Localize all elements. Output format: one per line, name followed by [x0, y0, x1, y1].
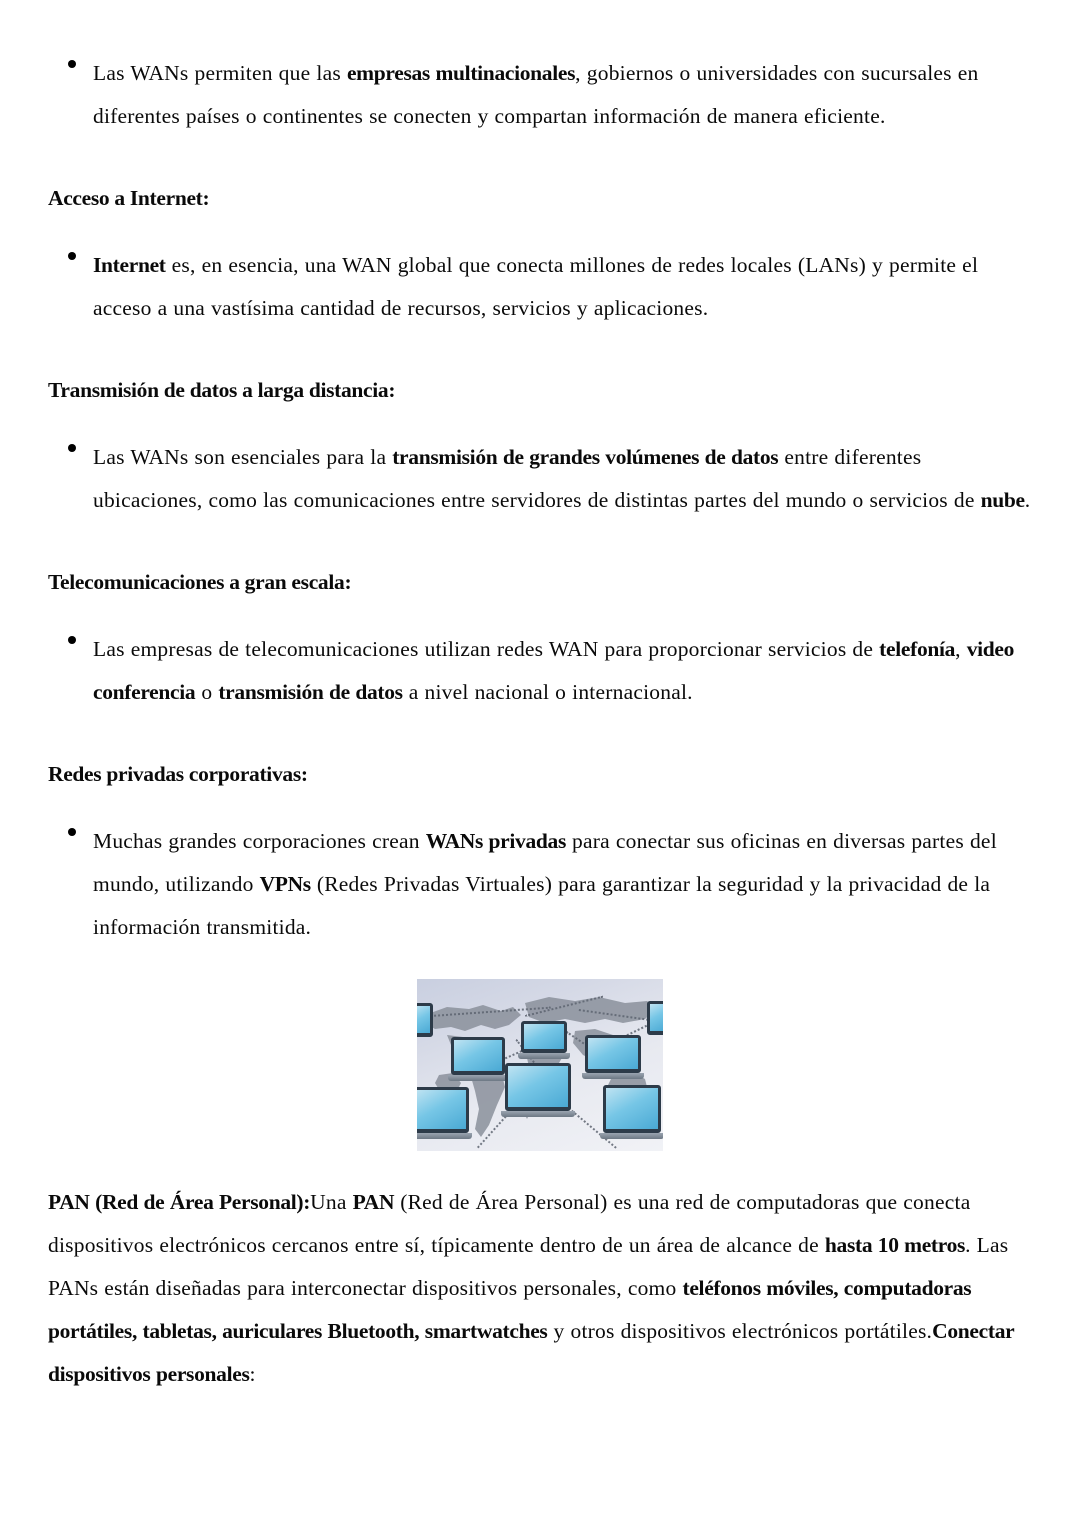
- text-run: :: [249, 1362, 256, 1386]
- text-run-bold: PAN: [352, 1190, 395, 1214]
- section-heading-telecomunicaciones: [48, 561, 1032, 604]
- text-run-bold: Conectar dispositivos personales: [48, 1319, 1014, 1386]
- text-run-bold: Internet: [93, 253, 166, 277]
- list-item-text: [93, 436, 1032, 522]
- laptop-icon: [417, 1087, 469, 1133]
- list-item: [48, 244, 1032, 330]
- laptop-icon: [417, 1003, 433, 1037]
- section-heading-acceso-a-internet: [48, 177, 1032, 220]
- heading-text: Redes privadas corporativas: [48, 762, 301, 786]
- text-run-bold: teléfonos móviles, computadoras portátiles, tabletas, auriculares Bluetooth, smartwatches: [48, 1276, 972, 1343]
- section-heading-redes-privadas: [48, 753, 1032, 796]
- laptop-icon: [521, 1021, 567, 1053]
- text-run-bold: transmisión de datos: [218, 680, 403, 704]
- spacer: [48, 604, 1032, 628]
- text-run-bold: video conferencia: [93, 637, 1015, 704]
- text-run-bold: transmisión de grandes volúmenes de datos: [392, 445, 779, 469]
- laptop-icon: [585, 1035, 641, 1073]
- laptop-icon: [451, 1037, 505, 1075]
- heading-text: Telecomunicaciones a gran escala: [48, 570, 345, 594]
- text-run: y otros dispositivos electrónicos portátiles.: [547, 1319, 933, 1343]
- bullet-point-icon: [68, 828, 76, 836]
- bullet-point-icon: [68, 252, 76, 260]
- heading-colon: :: [300, 762, 308, 786]
- text-run: ,: [955, 637, 967, 661]
- spacer: [48, 714, 1032, 753]
- spacer: [48, 138, 1032, 177]
- text-run: Las empresas de telecomunicaciones utilizan redes WAN para proporcionar servicios de: [93, 637, 880, 661]
- text-run-bold: hasta 10 metros: [824, 1233, 966, 1257]
- bullet-point-icon: [68, 636, 76, 644]
- spacer: [48, 949, 1032, 979]
- laptop-icon: [647, 1001, 663, 1035]
- bullet-point-icon: [68, 444, 76, 452]
- heading-colon: :: [344, 570, 352, 594]
- laptop-icon: [505, 1063, 571, 1111]
- list-item: [48, 436, 1032, 522]
- text-run: Una: [310, 1190, 353, 1214]
- text-run: o: [195, 680, 219, 704]
- spacer: [48, 412, 1032, 436]
- heading-text: Transmisión de datos a larga distancia: [48, 378, 389, 402]
- section-heading-transmision-de-datos: [48, 369, 1032, 412]
- text-run: Muchas grandes corporaciones crean: [93, 829, 426, 853]
- spacer: [48, 522, 1032, 561]
- list-item: [48, 52, 1032, 138]
- text-run: . Las PANs están diseñadas para interconectar dispositivos personales, como: [48, 1233, 1009, 1300]
- text-run-bold: nube: [980, 488, 1025, 512]
- spacer: [48, 1151, 1032, 1181]
- text-run-bold: empresas multinacionales: [346, 61, 576, 85]
- text-run: .: [1024, 488, 1031, 512]
- list-item: [48, 628, 1032, 714]
- document-content: [48, 52, 1032, 1396]
- spacer: [48, 220, 1032, 244]
- list-item-text: [93, 820, 1032, 949]
- text-run: Las WANs permiten que las: [93, 61, 347, 85]
- text-run-bold: VPNs: [259, 872, 311, 896]
- text-run-bold: telefonía: [879, 637, 956, 661]
- laptop-icon: [603, 1085, 661, 1133]
- spacer: [48, 796, 1032, 820]
- figure-container: [48, 979, 1032, 1151]
- list-item-text: [93, 52, 1032, 138]
- heading-colon: :: [388, 378, 396, 402]
- text-run-bold: WANs privadas: [425, 829, 566, 853]
- spacer: [48, 330, 1032, 369]
- heading-colon: :: [202, 186, 210, 210]
- global-network-laptops-world-map-image: [417, 979, 663, 1151]
- list-item-text: [93, 628, 1032, 714]
- paragraph-pan: [48, 1181, 1032, 1396]
- bullet-point-icon: [68, 60, 76, 68]
- text-run-bold: PAN (Red de Área Personal):: [48, 1190, 311, 1214]
- text-run: a nivel nacional o internacional.: [402, 680, 693, 704]
- text-run: , gobiernos o universidades con sucursales en diferentes países o continentes se conecten y compartan información de manera eficiente.: [93, 61, 979, 128]
- text-run: (Red de Área Personal) es una red de computadoras que conecta dispositivos electrónicos cercanos entre sí, típicamente dentro de un área de alcance de: [48, 1190, 971, 1257]
- text-run: Las WANs son esenciales para la: [93, 445, 393, 469]
- heading-text: Acceso a Internet: [48, 186, 203, 210]
- list-item: [48, 820, 1032, 949]
- text-run: (Redes Privadas Virtuales) para garantizar la seguridad y la privacidad de la información transmitida.: [93, 872, 991, 939]
- text-run: para conectar sus oficinas en diversas partes del mundo, utilizando: [93, 829, 997, 896]
- list-item-text: [93, 244, 1032, 330]
- text-run: es, en esencia, una WAN global que conecta millones de redes locales (LANs) y permite el acceso a una vastísima cantidad de recursos, servicios y aplicaciones.: [93, 253, 979, 320]
- text-run: entre diferentes ubicaciones, como las comunicaciones entre servidores de distintas partes del mundo o servicios de: [93, 445, 981, 512]
